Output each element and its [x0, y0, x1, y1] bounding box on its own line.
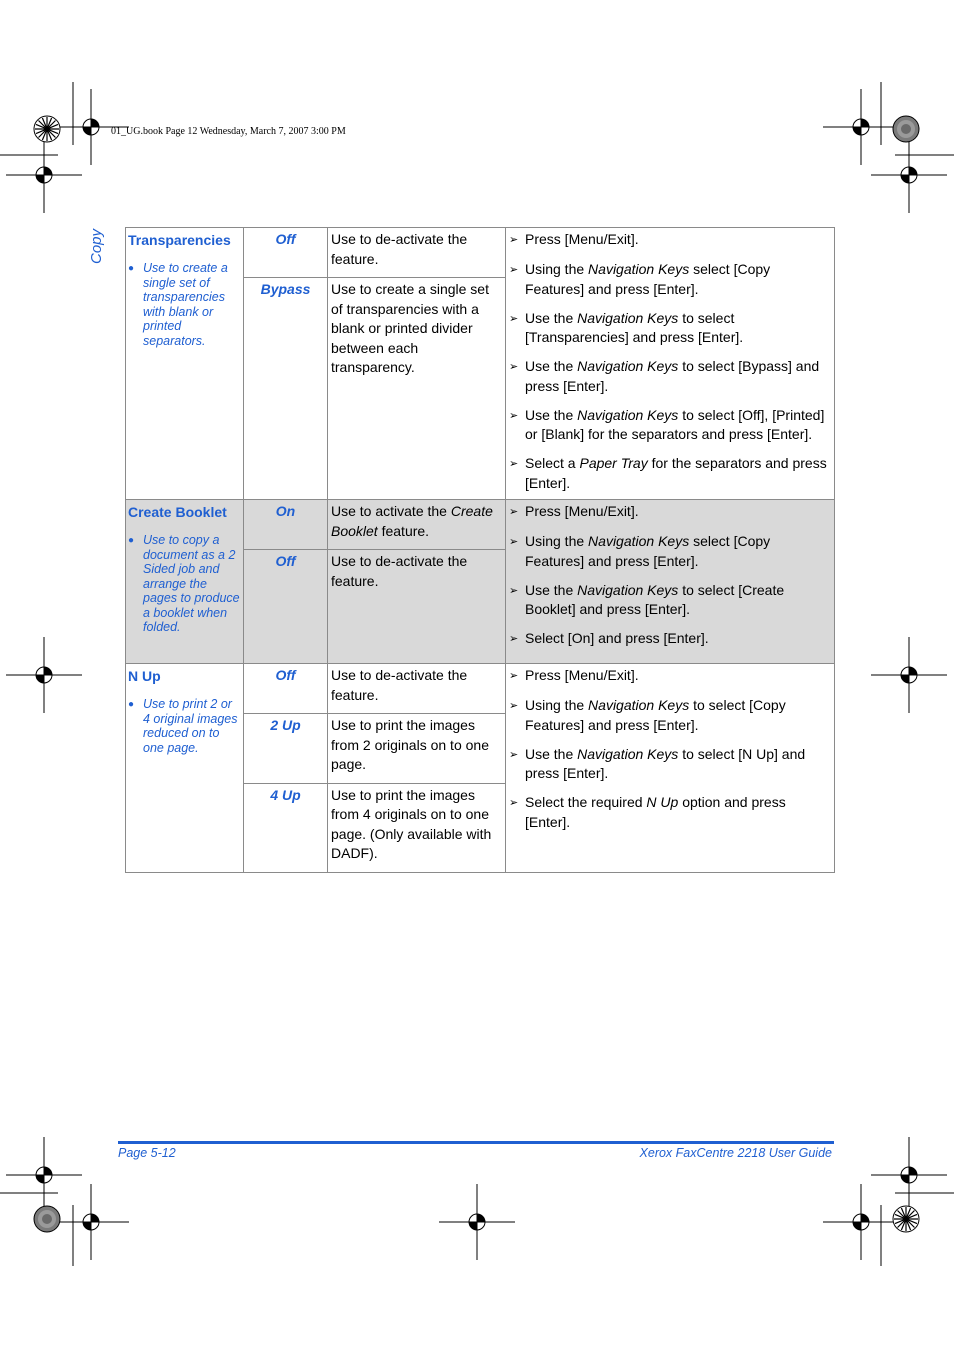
feature-name: N Up — [128, 668, 161, 684]
steps-cell — [506, 664, 835, 873]
step-emphasis: Navigation Keys — [588, 261, 690, 277]
option-text: Use to de-activate the feature. — [328, 228, 506, 278]
step-text: select [Copy Features] and press [Enter]. — [525, 261, 771, 297]
option-text: Use to print the images from 2 originals on to one page. — [328, 714, 506, 784]
arrowhead-icon: ➢ — [509, 748, 519, 761]
footer-rule — [118, 1141, 834, 1144]
steps-list — [509, 666, 831, 832]
feature-description — [128, 261, 241, 348]
option-label: Off — [244, 228, 328, 278]
step-text: option and press [Enter]. — [525, 794, 786, 830]
step-item — [509, 629, 831, 650]
step-emphasis: Navigation Keys — [577, 406, 679, 423]
option-label: 4 Up — [244, 783, 328, 872]
step-item — [509, 406, 831, 445]
step-item — [509, 532, 831, 571]
step-text: to select [Bypass] and press [Enter]. — [525, 358, 820, 394]
step-emphasis: Navigation Keys — [577, 309, 679, 326]
step-text: Using the — [525, 533, 589, 549]
step-text: Using the — [525, 697, 589, 713]
step-emphasis: Navigation Keys — [588, 697, 690, 713]
arrowhead-icon: ➢ — [509, 584, 519, 597]
print-slug: 01_UG.book Page 12 Wednesday, March 7, 2007 3:00 PM — [111, 126, 346, 137]
step-text: Use the — [525, 358, 578, 374]
step-item — [509, 357, 831, 396]
arrowhead-icon: ➢ — [509, 234, 519, 246]
step-text: Select a — [525, 455, 580, 471]
step-text: to select [Transparencies] and press [Enter]. — [525, 309, 744, 345]
step-text: Press [Menu/Exit]. — [525, 231, 639, 247]
guide-title: Xerox FaxCentre 2218 User Guide — [639, 1146, 832, 1160]
step-text: to select [N Up] and press [Enter]. — [525, 745, 806, 781]
step-text: select [Copy Features] and press [Enter]. — [525, 533, 771, 569]
arrowhead-icon: ➢ — [509, 264, 519, 276]
option-text: Use to de-activate the feature. — [328, 550, 506, 664]
step-item — [509, 502, 831, 523]
arrowhead-icon: ➢ — [509, 670, 519, 682]
feature-description — [128, 533, 241, 635]
steps-cell — [506, 500, 835, 664]
option-emphasis: Create Booklet — [331, 503, 493, 539]
arrowhead-icon: ➢ — [509, 312, 519, 325]
steps-cell — [506, 228, 835, 500]
arrowhead-icon: ➢ — [509, 458, 519, 470]
step-emphasis: Navigation Keys — [577, 745, 679, 762]
step-text: Press [Menu/Exit]. — [525, 503, 639, 519]
arrowhead-icon: ➢ — [509, 506, 519, 518]
step-text: Select the required — [525, 794, 647, 810]
arrowhead-icon: ➢ — [509, 536, 519, 548]
step-item — [509, 230, 831, 251]
step-item — [509, 745, 831, 784]
step-item — [509, 260, 831, 299]
steps-list — [509, 230, 831, 493]
option-label: Bypass — [244, 278, 328, 500]
step-item — [509, 696, 831, 735]
step-text: Use the — [525, 406, 578, 423]
step-text: to select [Copy Features] and press [Enter]. — [525, 697, 786, 733]
option-text — [328, 500, 506, 550]
option-text: Use to create a single set of transparencies with a blank or printed divider between each transparency. — [328, 278, 506, 500]
bullet-dot-icon: ● — [128, 263, 135, 274]
bullet-dot-icon: ● — [128, 699, 135, 710]
arrowhead-icon: ➢ — [509, 797, 519, 809]
steps-list — [509, 502, 831, 650]
step-emphasis: N Up — [646, 794, 679, 810]
step-item — [509, 309, 831, 348]
step-text: Use the — [525, 309, 578, 326]
option-text-part: Use to activate the — [331, 503, 451, 519]
step-item — [509, 793, 831, 832]
feature-cell — [126, 228, 244, 500]
arrowhead-icon: ➢ — [509, 700, 519, 712]
section-side-label: Copy — [88, 228, 105, 264]
step-text: for the separators and press [Enter]. — [525, 455, 827, 491]
arrowhead-icon: ➢ — [509, 633, 519, 645]
option-label: On — [244, 500, 328, 550]
table-row — [126, 664, 835, 714]
step-item — [509, 454, 831, 493]
table-row — [126, 228, 835, 278]
step-emphasis: Navigation Keys — [577, 358, 679, 374]
bullet-dot-icon: ● — [128, 535, 135, 546]
step-text: Use the — [525, 581, 578, 598]
arrowhead-icon: ➢ — [509, 409, 519, 422]
step-emphasis: Navigation Keys — [588, 533, 690, 549]
step-item — [509, 666, 831, 687]
option-text-part: feature. — [377, 522, 430, 539]
option-label: Off — [244, 664, 328, 714]
step-text: Using the — [525, 261, 589, 277]
option-label: 2 Up — [244, 714, 328, 784]
option-text: Use to print the images from 4 originals on to one page. (Only available with DADF). — [328, 783, 506, 872]
step-text: to select [Create Booklet] and press [Enter]. — [525, 581, 785, 617]
step-item — [509, 581, 831, 620]
option-label: Off — [244, 550, 328, 664]
step-text: Press [Menu/Exit]. — [525, 667, 639, 683]
feature-name: Create Booklet — [128, 504, 227, 520]
feature-name: Transparencies — [128, 232, 231, 248]
option-text: Use to de-activate the feature. — [328, 664, 506, 714]
feature-description-text: Use to copy a document as a 2 Sided job and arrange the pages to produce a booklet when folded. — [143, 533, 240, 634]
step-text: to select [Off], [Printed] or [Blank] for the separators and press [Enter]. — [525, 406, 825, 442]
table-row — [126, 500, 835, 550]
feature-cell — [126, 664, 244, 873]
feature-description-text: Use to create a single set of transparencies with blank or printed separators. — [143, 261, 228, 348]
page-number: Page 5-12 — [118, 1146, 176, 1160]
step-text: Select [On] and press [Enter]. — [525, 630, 709, 646]
step-emphasis: Paper Tray — [579, 455, 648, 471]
feature-description-text: Use to print 2 or 4 original images reduced on to one page. — [143, 697, 238, 755]
arrowhead-icon: ➢ — [509, 361, 519, 373]
step-emphasis: Navigation Keys — [577, 581, 679, 598]
feature-table — [125, 227, 835, 873]
step-text: Use the — [525, 745, 578, 762]
feature-cell — [126, 500, 244, 664]
feature-description — [128, 697, 241, 755]
